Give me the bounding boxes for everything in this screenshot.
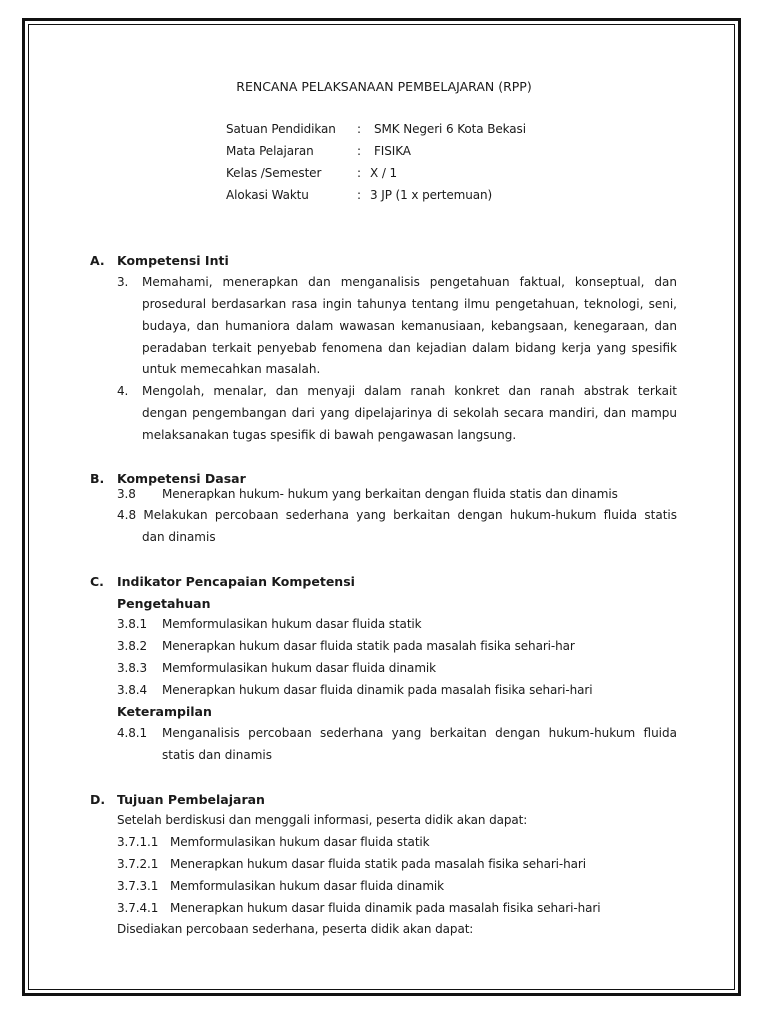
info-value: 3 JP (1 x pertemuan): [370, 188, 493, 202]
paragraph-line: Setelah berdiskusi dan menggali informasi, peserta didik akan dapat:: [117, 813, 528, 827]
item-number: 4.8.1: [117, 726, 148, 740]
paragraph-line: statis dan dinamis: [162, 748, 272, 762]
info-value: FISIKA: [374, 144, 411, 158]
item-number: 3.8.1: [117, 617, 148, 631]
info-value: X / 1: [370, 166, 398, 180]
paragraph-line: 4.8 Melakukan percobaan sederhana yang berkaitan dengan hukum-hukum fluida statis: [117, 508, 677, 522]
list-item-text: Menerapkan hukum dasar fluida statik pada masalah fisika sehari-har: [162, 639, 575, 653]
info-separator: :: [357, 188, 361, 202]
item-number: 3.7.1.1: [117, 835, 159, 849]
list-item-text: Memformulasikan hukum dasar fluida statik: [162, 617, 422, 631]
info-value: SMK Negeri 6 Kota Bekasi: [374, 122, 526, 136]
item-number: 3.7.2.1: [117, 857, 159, 871]
info-label: Mata Pelajaran: [226, 144, 314, 158]
info-separator: :: [357, 144, 361, 158]
item-number: 3.8.4: [117, 683, 148, 697]
item-number: 3.8: [117, 487, 136, 501]
paragraph-line: peradaban terkait penyebab fenomena dan kejadian dalam bidang kerja yang spesifik: [142, 341, 677, 355]
list-item-text: Memformulasikan hukum dasar fluida statik: [170, 835, 430, 849]
section-b-letter: B.: [90, 471, 105, 486]
paragraph-line: Disediakan percobaan sederhana, peserta didik akan dapat:: [117, 922, 474, 936]
section-d-letter: D.: [90, 792, 106, 807]
item-number: 4.: [117, 384, 129, 398]
item-number: 3.: [117, 275, 129, 289]
item-number: 3.8.2: [117, 639, 148, 653]
paragraph-line: untuk memecahkan masalah.: [142, 362, 321, 376]
paragraph-line: budaya, dan humaniora dalam wawasan kemanusiaan, kebangsaan, kenegaraan, dan: [142, 319, 677, 333]
info-separator: :: [357, 122, 361, 136]
section-a-heading: Kompetensi Inti: [117, 253, 229, 268]
list-item-text: Menerapkan hukum dasar fluida dinamik pada masalah fisika sehari-hari: [162, 683, 593, 697]
section-c-letter: C.: [90, 574, 104, 589]
document-title: RENCANA PELAKSANAAN PEMBELAJARAN (RPP): [236, 79, 532, 94]
list-item-text: Memformulasikan hukum dasar fluida dinamik: [170, 879, 444, 893]
paragraph-line: Menganalisis percobaan sederhana yang berkaitan dengan hukum-hukum fluida: [162, 726, 677, 740]
list-item-text: Memformulasikan hukum dasar fluida dinamik: [162, 661, 436, 675]
paragraph-line: melaksanakan tugas spesifik di bawah pengawasan langsung.: [142, 428, 517, 442]
paragraph-line: prosedural berdasarkan rasa ingin tahunya tentang ilmu pengetahuan, teknologi, seni,: [142, 297, 677, 311]
section-c-heading: Indikator Pencapaian Kompetensi: [117, 574, 355, 589]
paragraph-line: dan dinamis: [142, 530, 216, 544]
section-d-heading: Tujuan Pembelajaran: [117, 792, 265, 807]
paragraph-line: Mengolah, menalar, dan menyaji dalam ranah konkret dan ranah abstrak terkait: [142, 384, 677, 398]
item-number: 3.7.4.1: [117, 901, 159, 915]
paragraph-line: Memahami, menerapkan dan menganalisis pengetahuan faktual, konseptual, dan: [142, 275, 677, 289]
paragraph-line: dengan pengembangan dari yang dipelajarinya di sekolah secara mandiri, dan mampu: [142, 406, 677, 420]
item-number: 3.7.3.1: [117, 879, 159, 893]
info-label: Alokasi Waktu: [226, 188, 309, 202]
list-item-text: Menerapkan hukum dasar fluida statik pada masalah fisika sehari-hari: [170, 857, 586, 871]
list-item-text: Menerapkan hukum dasar fluida dinamik pada masalah fisika sehari-hari: [170, 901, 601, 915]
info-separator: :: [357, 166, 361, 180]
subheading-keterampilan: Keterampilan: [117, 704, 212, 719]
subheading-pengetahuan: Pengetahuan: [117, 596, 211, 611]
item-number: 3.8.3: [117, 661, 148, 675]
section-b-heading: Kompetensi Dasar: [117, 471, 246, 486]
section-a-letter: A.: [90, 253, 105, 268]
list-item-text: Menerapkan hukum- hukum yang berkaitan dengan fluida statis dan dinamis: [162, 487, 618, 501]
info-label: Satuan Pendidikan: [226, 122, 336, 136]
info-label: Kelas /Semester: [226, 166, 322, 180]
